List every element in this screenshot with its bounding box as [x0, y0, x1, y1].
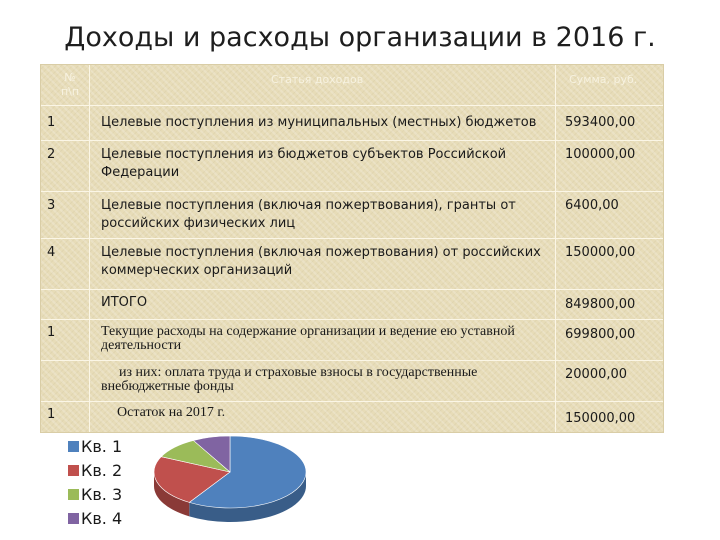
table-header: [41, 65, 663, 105]
page-title: Доходы и расходы организации в 2016 г.: [64, 22, 656, 53]
table-row: [41, 319, 663, 360]
row-num: 1: [47, 325, 56, 340]
row-sum: 150000,00: [565, 411, 636, 426]
row-item: Целевые поступления (включая пожертвования), гранты от российских физических лиц: [101, 198, 516, 231]
table-row: [41, 191, 663, 238]
row-sum: 849800,00: [565, 297, 636, 312]
legend-swatch: [68, 513, 79, 524]
row-sum: 6400,00: [565, 198, 619, 213]
row-num: 2: [47, 147, 56, 162]
row-item: ИТОГО: [101, 295, 148, 310]
row-sum: 699800,00: [565, 327, 636, 342]
legend-swatch: [68, 465, 79, 476]
finance-table: [40, 64, 664, 433]
legend-item: [68, 458, 122, 482]
row-item: из них: оплата труда и страховые взносы в государственные внебюджетные фонды: [101, 365, 478, 394]
table-row: [41, 401, 663, 432]
legend-label: Кв. 3: [81, 484, 123, 504]
legend-label: Кв. 2: [81, 460, 123, 480]
row-sum: 20000,00: [565, 367, 628, 382]
legend-item: [68, 482, 122, 506]
chart-legend: [68, 434, 122, 530]
row-num: 3: [47, 198, 56, 213]
header-sum: Сумма, руб.: [569, 73, 638, 86]
table-row: [41, 360, 663, 401]
header-num: № п\п: [60, 71, 80, 98]
legend-item: [68, 434, 122, 458]
row-item: Остаток на 2017 г.: [117, 405, 226, 420]
row-item: Целевые поступления из бюджетов субъектов Российской Федерации: [101, 147, 507, 180]
legend-swatch: [68, 489, 79, 500]
row-sum: 593400,00: [565, 115, 636, 130]
header-item: Статья доходов: [271, 73, 364, 86]
pie-chart: [140, 430, 320, 534]
legend-label: Кв. 4: [81, 508, 123, 528]
row-sum: 100000,00: [565, 147, 636, 162]
row-item: Целевые поступления из муниципальных (местных) бюджетов: [101, 115, 537, 130]
legend-item: [68, 506, 122, 530]
table-row: [41, 140, 663, 191]
row-num: 1: [47, 407, 56, 422]
legend-label: Кв. 1: [81, 436, 123, 456]
row-num: 1: [47, 115, 56, 130]
row-num: 4: [47, 245, 56, 260]
row-item: Текущие расходы на содержание организации и ведение ею уставной деятельности: [101, 324, 515, 353]
table-row-total: [41, 289, 663, 319]
row-item: Целевые поступления (включая пожертвования) от российских коммерческих организаций: [101, 245, 541, 278]
table-row: [41, 105, 663, 140]
table-row: [41, 238, 663, 289]
legend-swatch: [68, 441, 79, 452]
row-sum: 150000,00: [565, 245, 636, 260]
